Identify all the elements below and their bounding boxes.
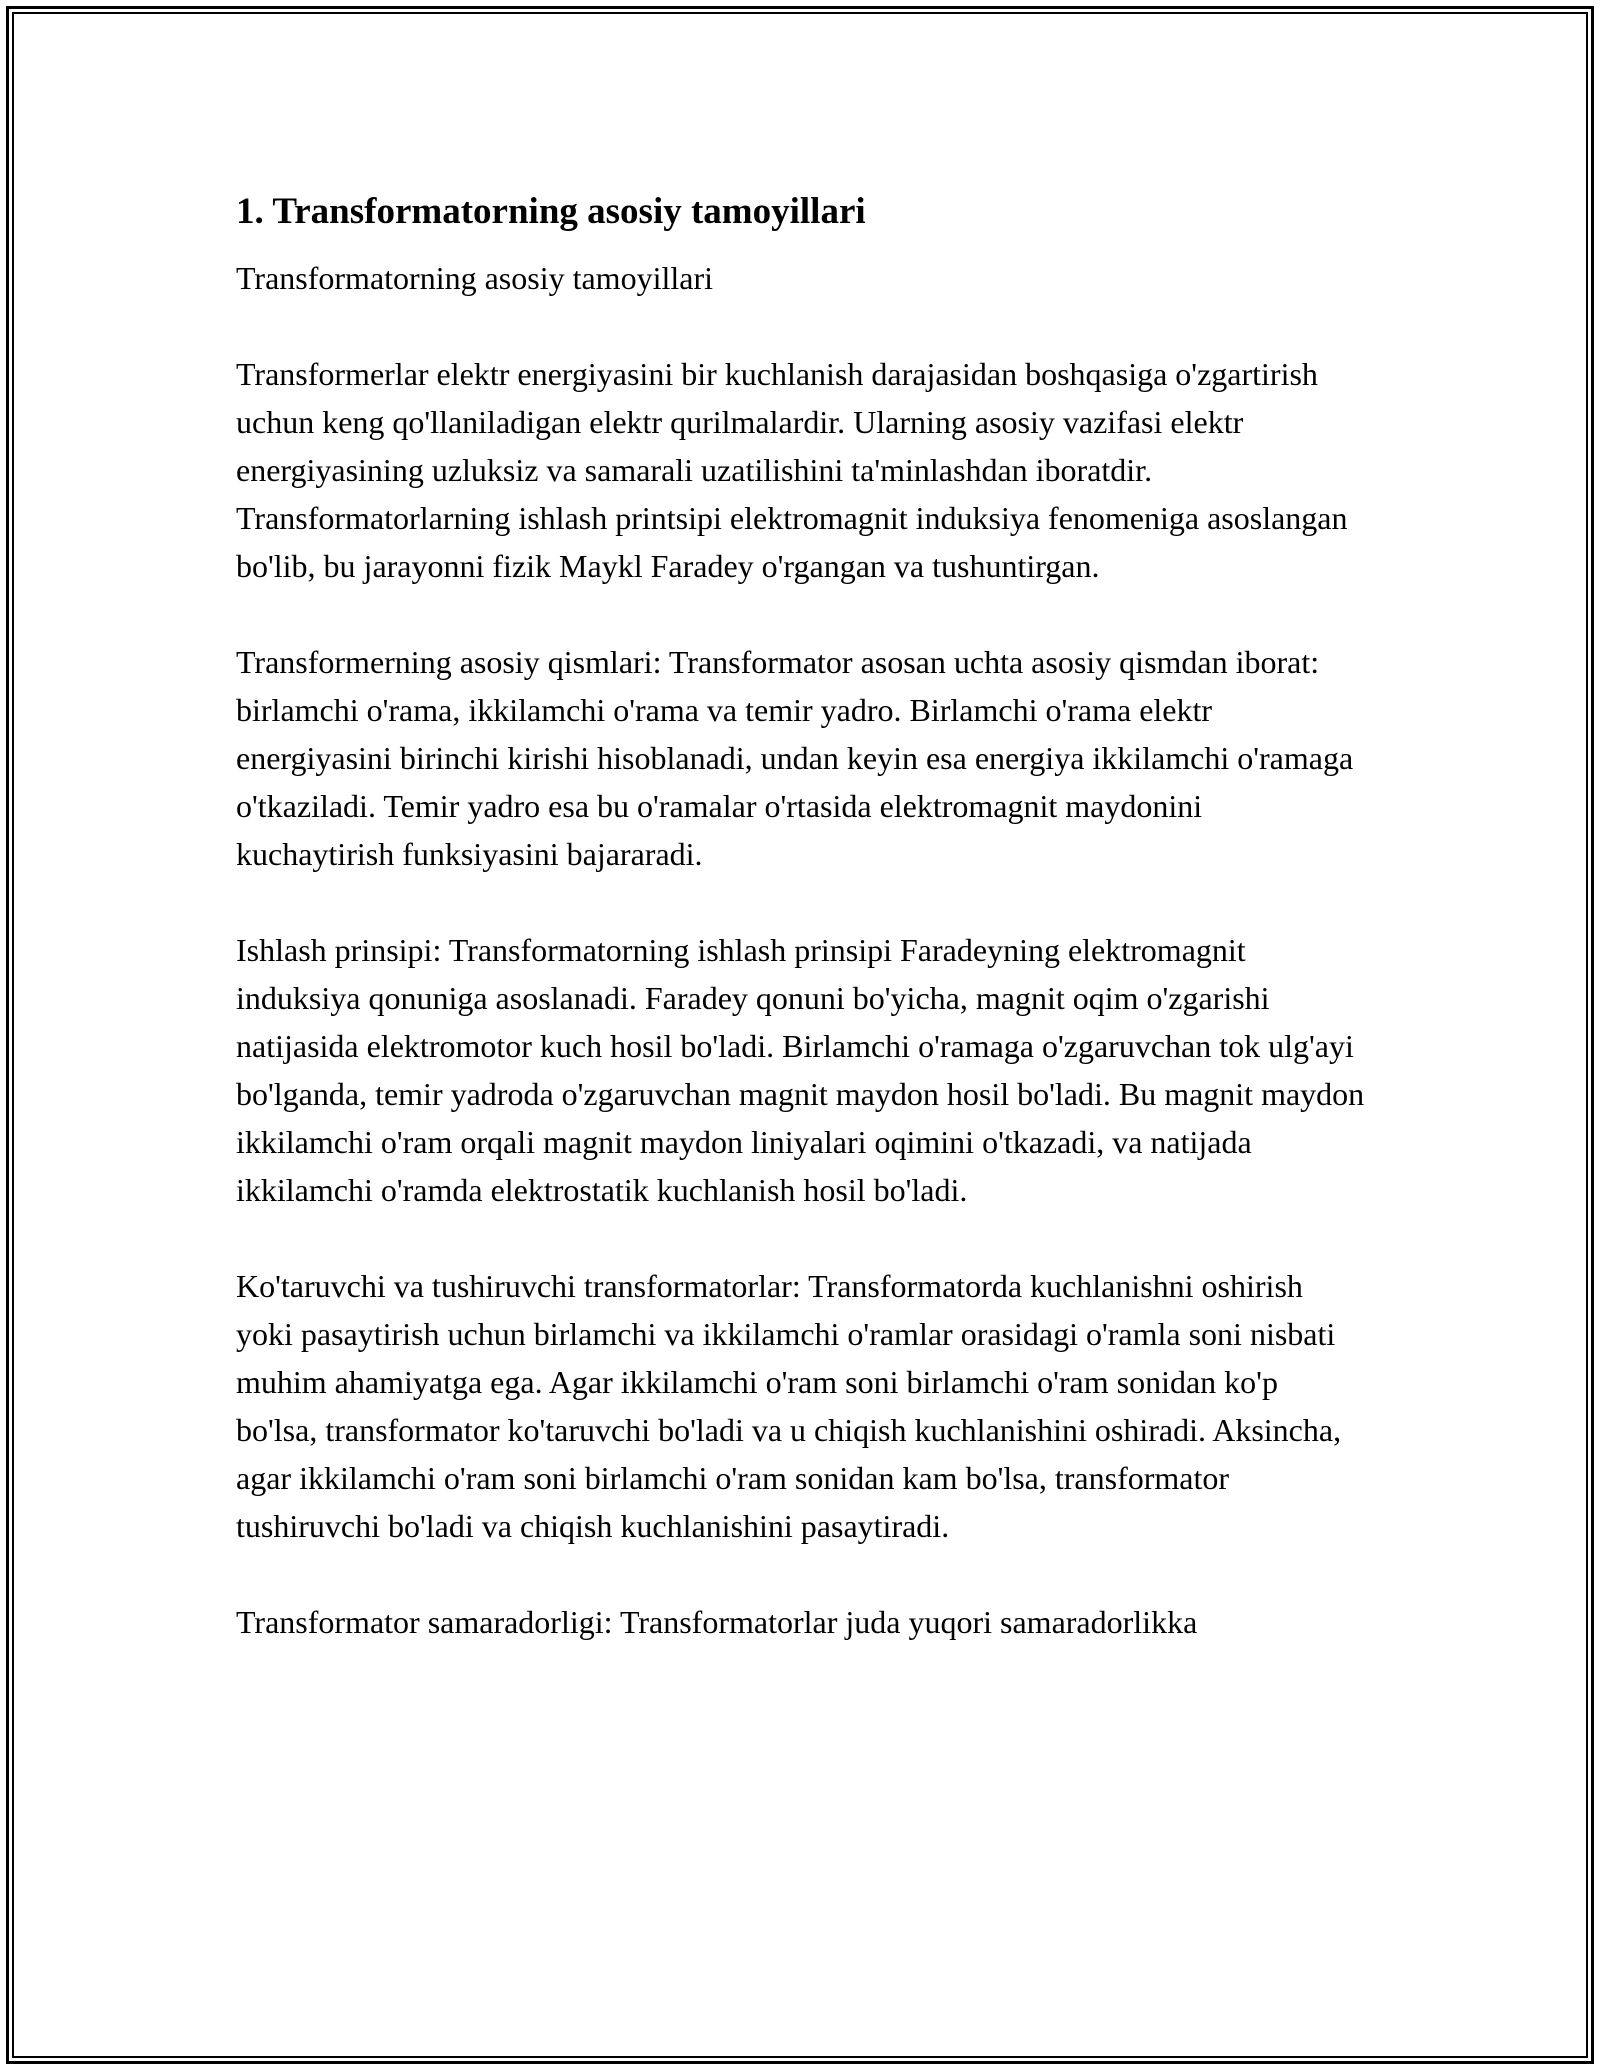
paragraph-main-parts: Transformerning asosiy qismlari: Transformator asosan uchta asosiy qismdan iborat: birlamchi o'rama, ikkilamchi o'rama va temir yadro. Birlamchi o'rama elektr energiyasini birinchi kirishi hisoblanadi, undan keyin esa energiya ikkilamchi o'ramaga o'tkaziladi. Temir yadro esa bu o'ramalar o'rtasida elektromagnit maydonini kuchaytirish funksiyasini bajararadi. — [236, 644, 1354, 872]
paragraph-step-up-step-down: Ko'taruvchi va tushiruvchi transformatorlar: Transformatorda kuchlanishni oshirish yoki pasaytirish uchun birlamchi va ikkilamchi o'ramlar orasidagi o'ramla soni nisbati muhim ahamiyatga ega. Agar ikkilamchi o'ram soni birlamchi o'ram sonidan ko'p bo'lsa, transformator ko'taruvchi bo'ladi va u chiqish kuchlanishini oshiradi. Aksincha, agar ikkilamchi o'ram soni birlamchi o'ram sonidan kam bo'lsa, transformator tushiruvchi bo'ladi va chiqish kuchlanishini pasaytiradi. — [236, 1268, 1342, 1544]
paragraph-working-principle: Ishlash prinsipi: Transformatorning ishlash prinsipi Faradeyning elektromagnit induksiya qonuniga asoslanadi. Faradey qonuni bo'yicha, magnit oqim o'zgarishi natijasida elektromotor kuch hosil bo'ladi. Birlamchi o'ramaga o'zgaruvchan tok ulg'ayi bo'lganda, temir yadroda o'zgaruvchan magnit maydon hosil bo'ladi. Bu magnit maydon ikkilamchi o'ram orqali magnit maydon liniyalari oqimini o'tkazadi, va natijada ikkilamchi o'ramda elektrostatik kuchlanish hosil bo'ladi. — [236, 932, 1365, 1208]
section-heading: 1. Transformatorning asosiy tamoyillari — [236, 191, 866, 232]
paragraph-introduction: Transformerlar elektr energiyasini bir kuchlanish darajasidan boshqasiga o'zgartirish uchun keng qo'llaniladigan elektr qurilmalardir. Ularning asosiy vazifasi elektr energiyasining uzluksiz va samarali uzatilishini ta'minlashdan iboratdir. Transformatorlarning ishlash printsipi elektromagnit induksiya fenomeniga asoslangan bo'lib, bu jarayonni fizik Maykl Faradey o'rgangan va tushuntirgan. — [236, 356, 1348, 584]
section-subtitle: Transformatorning asosiy tamoyillari — [236, 260, 713, 296]
document-body — [236, 182, 1366, 1646]
paragraph-efficiency: Transformator samaradorligi: Transformatorlar juda yuqori samaradorlikka — [236, 1604, 1198, 1640]
